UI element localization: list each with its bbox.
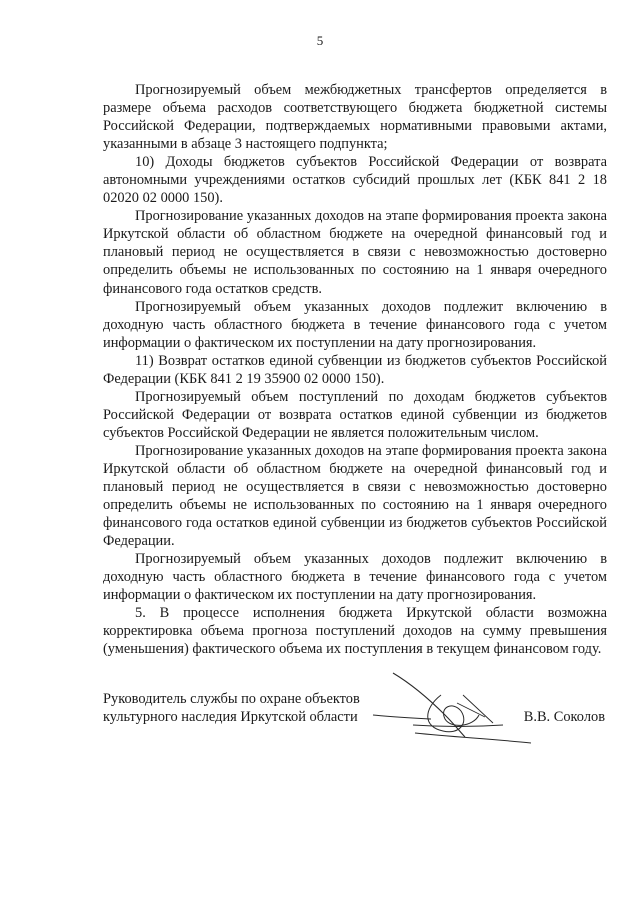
paragraph-item-10: 10) Доходы бюджетов субъектов Российской Федерации от возврата автономными учреждениями остатков субсидий прошлых лет (КБК 841 2 18 02020 02 0000 150). [103,154,607,207]
paragraph-item-10-forecasting: Прогнозирование указанных доходов на этапе формирования проекта закона Иркутской области об областном бюджете на очередной финансовый год и плановый период не осуществляется в связи с невозможностью достоверно определить объемы не использованных по состоянию на 1 января очередного финансового года остатков средств. [103,208,607,297]
paragraph-item-11: 11) Возврат остатков единой субвенции из бюджетов субъектов Российской Федерации (КБК 841 2 19 35900 02 0000 150). [103,352,607,387]
signature-block [103,690,607,780]
document-body [103,81,607,659]
paragraph-item-11-inclusion: Прогнозируемый объем указанных доходов подлежит включению в доходную часть областного бюджета в течение финансового года с учетом информации о фактическом их поступлении на дату прогнозирования. [103,551,607,604]
paragraph-item-11-forecasting: Прогнозирование указанных доходов на этапе формирования проекта закона Иркутской области об областном бюджете на очередной финансовый год и плановый период не осуществляется в связи с невозможностью достоверно определить объемы не использованных по состоянию на 1 января очередного финансового года остатков единой субвенции из бюджетов субъектов Российской Федерации. [103,442,607,550]
paragraph-item-5-adjustment: 5. В процессе исполнения бюджета Иркутской области возможна корректировка объема прогноза поступлений доходов на сумму превышения (уменьшения) фактического объема их поступления в текущем финансовом году. [103,605,607,658]
page-number: 5 [316,33,324,48]
paragraph-item-11-volume: Прогнозируемый объем поступлений по доходам бюджетов субъектов Российской Федерации от возврата остатков единой субвенции из бюджетов субъектов Российской Федерации не является положительным числом. [103,388,607,441]
signer-position: Руководитель службы по охране объектов культурного наследия Иркутской области [103,691,360,725]
signer-name: В.В. Соколов [523,709,605,725]
paragraph-item-10-inclusion: Прогнозируемый объем указанных доходов подлежит включению в доходную часть областного бюджета в течение финансового года с учетом информации о фактическом их поступлении на дату прогнозирования. [103,298,607,351]
paragraph-transfers-volume: Прогнозируемый объем межбюджетных трансфертов определяется в размере объема расходов соответствующего бюджета бюджетной системы Российской Федерации, подтверждаемых нормативными правовыми актами, указанными в абзаце 3 настоящего подпункта; [103,82,607,153]
